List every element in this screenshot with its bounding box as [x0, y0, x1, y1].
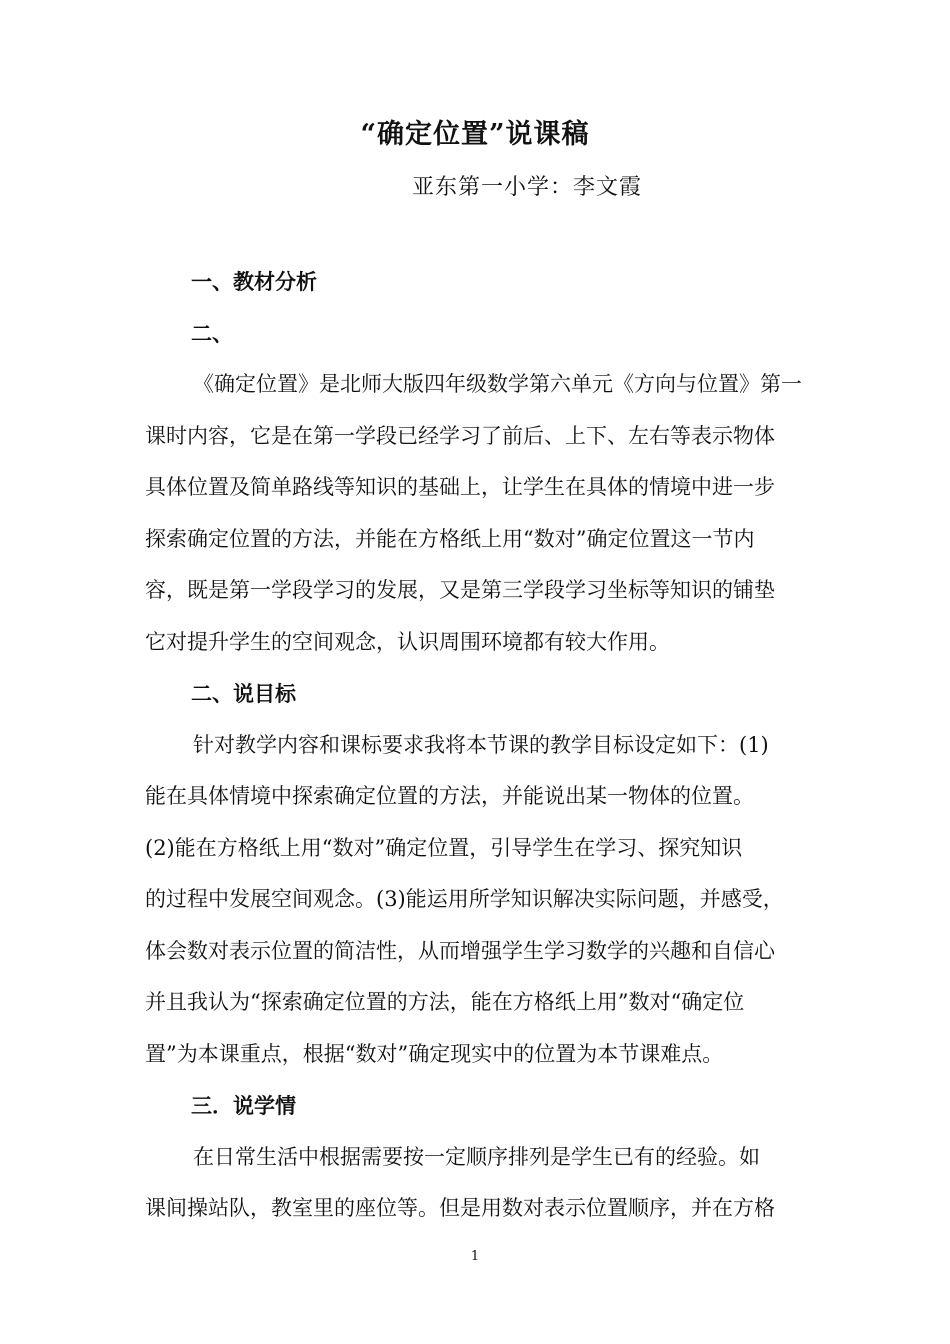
paragraph-materials	[145, 359, 810, 668]
paragraph-goals	[145, 720, 810, 1081]
paragraph-line: 置”为本课重点，根据“数对”确定现实中的位置为本节课难点。	[145, 1041, 724, 1066]
section-heading-goals: 二、说目标	[191, 681, 296, 706]
paragraph-line: 课间操站队，教室里的座位等。但是用数对表示位置顺序，并在方格	[145, 1196, 775, 1220]
section-heading-materials: 一、教材分析	[191, 269, 317, 294]
paragraph-line: 探索确定位置的方法，并能在方格纸上用“数对”确定位置这一节内	[145, 526, 755, 551]
document-body	[145, 256, 810, 1235]
paragraph-line: 具体位置及简单路线等知识的基础上，让学生在具体的情境中进一步	[145, 475, 775, 499]
paragraph-line: 并且我认为“探索确定位置的方法，能在方格纸上用”数对“确定位	[145, 990, 745, 1014]
paragraph-line: 能在具体情境中探索确定位置的方法，并能说出某一物体的位置。	[145, 784, 754, 808]
paragraph-students	[145, 1132, 810, 1235]
paragraph-line: 容，既是第一学段学习的发展，又是第三学段学习坐标等知识的铺垫	[145, 578, 775, 602]
paragraph-line: 它对提升学生的空间观念，认识周围环境都有较大作用。	[145, 629, 670, 654]
paragraph-line: (2)能在方格纸上用“数对”确定位置，引导学生在学习、探究知识	[145, 835, 743, 860]
paragraph-line: 《确定位置》是北师大版四年级数学第六单元《方向与位置》第一	[193, 372, 802, 396]
page-number: 1	[470, 1249, 480, 1264]
paragraph-line: 体会数对表示位置的简洁性，从而增强学生学习数学的兴趣和自信心	[145, 938, 775, 963]
paragraph-line: 课时内容，它是在第一学段已经学习了前后、上下、左右等表示物体	[145, 423, 775, 448]
section-heading-two: 二、	[191, 320, 233, 346]
document-title: “确定位置”说课稿	[360, 119, 590, 150]
document-author: 亚东第一小学：李文霞	[412, 175, 643, 200]
section-heading-students: 三．说学情	[191, 1093, 296, 1118]
paragraph-line: 的过程中发展空间观念。(3)能运用所学知识解决实际问题，并感受，	[145, 887, 784, 911]
paragraph-line: 在日常生活中根据需要按一定顺序排列是学生已有的经验。如	[193, 1144, 760, 1169]
paragraph-line: 针对教学内容和课标要求我将本节课的教学目标设定如下：(1)	[193, 732, 769, 757]
